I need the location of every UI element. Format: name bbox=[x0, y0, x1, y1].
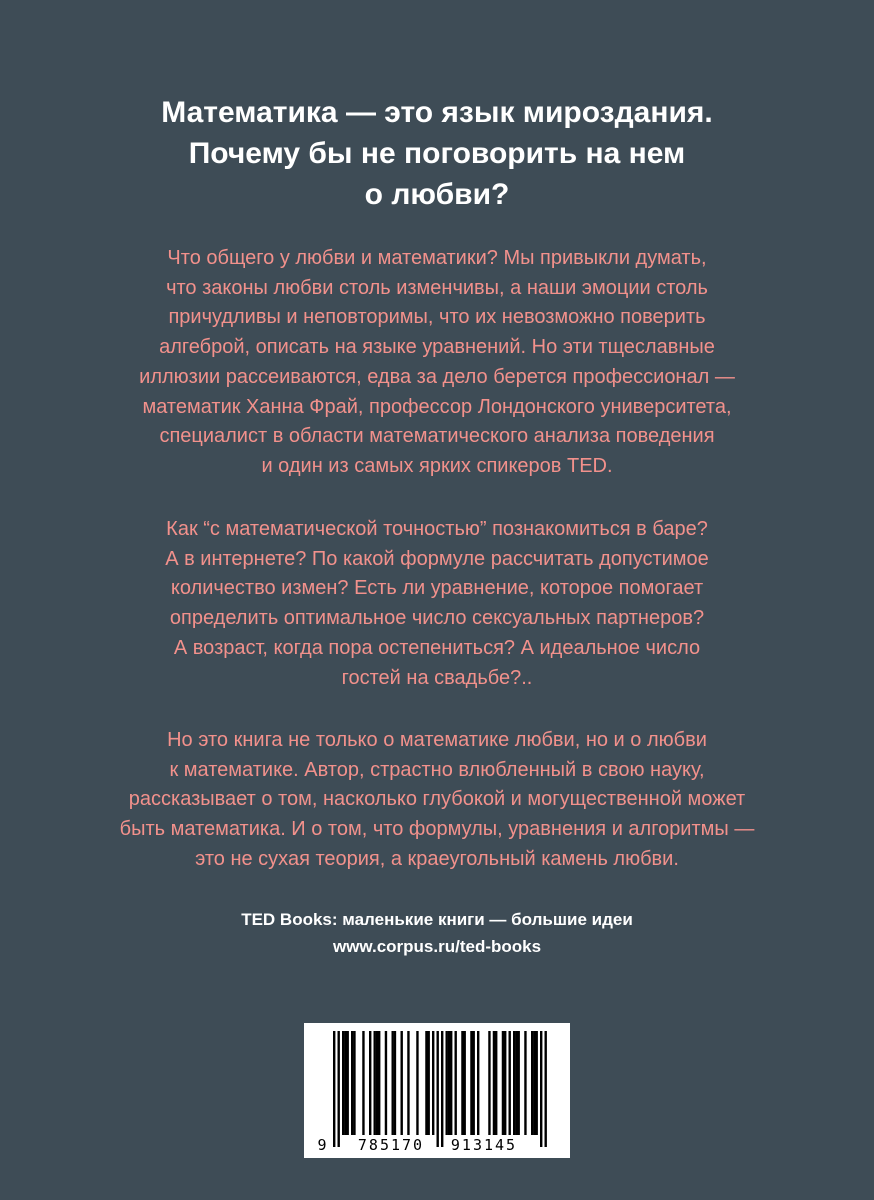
barcode-bar bbox=[448, 1031, 450, 1135]
headline-line-3: о любви? bbox=[364, 178, 510, 211]
paragraph-line: и один из самых ярких спикеров TED. bbox=[261, 454, 613, 477]
headline-line-1: Математика — это язык мироздания. bbox=[161, 96, 713, 129]
barcode-bar bbox=[536, 1031, 538, 1135]
barcode-bar bbox=[428, 1031, 430, 1135]
paragraph-line: специалист в области математического анализа поведения bbox=[159, 425, 715, 448]
barcode-bar bbox=[374, 1031, 376, 1135]
barcode-bar bbox=[533, 1031, 535, 1135]
barcode-bar bbox=[342, 1031, 344, 1135]
barcode-bar bbox=[502, 1031, 504, 1135]
paragraph-line: математик Ханна Фрай, профессор Лондонского университета, bbox=[142, 395, 732, 418]
barcode-bar bbox=[392, 1031, 394, 1135]
paragraph-line: рассказывает о том, насколько глубокой и могущественной может bbox=[128, 788, 746, 811]
barcode-bar bbox=[401, 1031, 403, 1135]
barcode-bar bbox=[416, 1031, 418, 1135]
barcode-bar bbox=[432, 1031, 434, 1135]
barcode-bar bbox=[362, 1031, 364, 1135]
paragraph-1 bbox=[0, 244, 874, 482]
barcode-bar bbox=[470, 1031, 472, 1135]
barcode-bar bbox=[495, 1031, 497, 1135]
paragraph-3 bbox=[0, 726, 874, 875]
barcode-bar bbox=[437, 1031, 439, 1147]
barcode-bar bbox=[518, 1031, 520, 1135]
paragraph-line: алгеброй, описать на языке уравнений. Но эти тщеславные bbox=[159, 336, 715, 359]
paragraph-line: причудливы и неповторимы, что их невозможно поверить bbox=[168, 306, 706, 329]
barcode-bar bbox=[353, 1031, 355, 1135]
barcode-bar bbox=[347, 1031, 349, 1135]
paragraph-line: иллюзии рассеиваются, едва за дело берется профессионал — bbox=[139, 365, 735, 388]
barcode-bar bbox=[545, 1031, 547, 1147]
barcode-bar bbox=[524, 1031, 526, 1135]
series-tagline: TED Books: маленькие книги — большие идеи bbox=[241, 910, 633, 929]
paragraph-line: количество измен? Есть ли уравнение, которое помогает bbox=[170, 577, 704, 600]
publisher-website: www.corpus.ru/ted-books bbox=[332, 937, 542, 956]
barcode-bar bbox=[477, 1031, 479, 1135]
barcode-bar bbox=[515, 1031, 517, 1135]
barcode-bar bbox=[493, 1031, 495, 1135]
barcode-digits-right: 913145 bbox=[450, 1136, 518, 1154]
barcode-bar bbox=[407, 1031, 409, 1135]
barcode-bar bbox=[378, 1031, 380, 1135]
barcode-bar bbox=[394, 1031, 396, 1135]
barcode-digits-left: 785170 bbox=[357, 1136, 425, 1154]
barcode-bar bbox=[455, 1031, 457, 1135]
barcode-bar bbox=[531, 1031, 533, 1135]
barcode-bar bbox=[441, 1031, 443, 1147]
barcode-bar bbox=[333, 1031, 335, 1147]
barcode-bar bbox=[376, 1031, 378, 1135]
barcode-bar bbox=[351, 1031, 353, 1135]
barcode-bar bbox=[450, 1031, 452, 1135]
barcode-bar bbox=[464, 1031, 466, 1135]
barcode-bar bbox=[446, 1031, 448, 1135]
barcode bbox=[304, 1023, 570, 1158]
barcode-bar bbox=[473, 1031, 475, 1135]
paragraph-line: это не сухая теория, а краеугольный камень любви. bbox=[195, 847, 679, 870]
paragraph-line: А в интернете? По какой формуле рассчитать допустимое bbox=[165, 547, 709, 570]
barcode-bar bbox=[509, 1031, 511, 1135]
paragraph-line: Но это книга не только о математике любви, но и о любви bbox=[167, 729, 707, 751]
barcode-bar bbox=[338, 1031, 340, 1147]
barcode-bar bbox=[540, 1031, 542, 1147]
barcode-bar bbox=[513, 1031, 515, 1135]
barcode-bar bbox=[488, 1031, 490, 1135]
barcode-graphic bbox=[304, 1023, 570, 1158]
barcode-digit-first: 9 bbox=[317, 1136, 327, 1154]
barcode-bar bbox=[344, 1031, 346, 1135]
paragraph-line: А возраст, когда пора остепениться? А идеальное число bbox=[173, 636, 701, 659]
paragraph-line: определить оптимальное число сексуальных партнеров? bbox=[169, 607, 705, 630]
paragraph-line: к математике. Автор, страстно влюбленный в свою науку, bbox=[169, 758, 705, 781]
paragraph-line: что законы любви столь изменчивы, а наши эмоции столь bbox=[166, 276, 708, 299]
barcode-bar bbox=[461, 1031, 463, 1135]
barcode-bar bbox=[369, 1031, 371, 1135]
paragraph-2 bbox=[0, 515, 874, 693]
barcode-bar bbox=[385, 1031, 387, 1135]
barcode-bar bbox=[425, 1031, 427, 1135]
paragraph-line: быть математика. И о том, что формулы, уравнения и алгоритмы — bbox=[119, 818, 755, 841]
paragraph-line: Как “с математической точностью” познакомиться в баре? bbox=[166, 518, 708, 540]
paragraph-line: Что общего у любви и математики? Мы привыкли думать, bbox=[167, 247, 707, 269]
headline-line-2: Почему бы не поговорить на нем bbox=[188, 137, 686, 170]
headline bbox=[0, 92, 874, 215]
barcode-bars bbox=[333, 1031, 547, 1147]
barcode-bar bbox=[504, 1031, 506, 1135]
paragraph-line: гостей на свадьбе?.. bbox=[341, 666, 533, 689]
